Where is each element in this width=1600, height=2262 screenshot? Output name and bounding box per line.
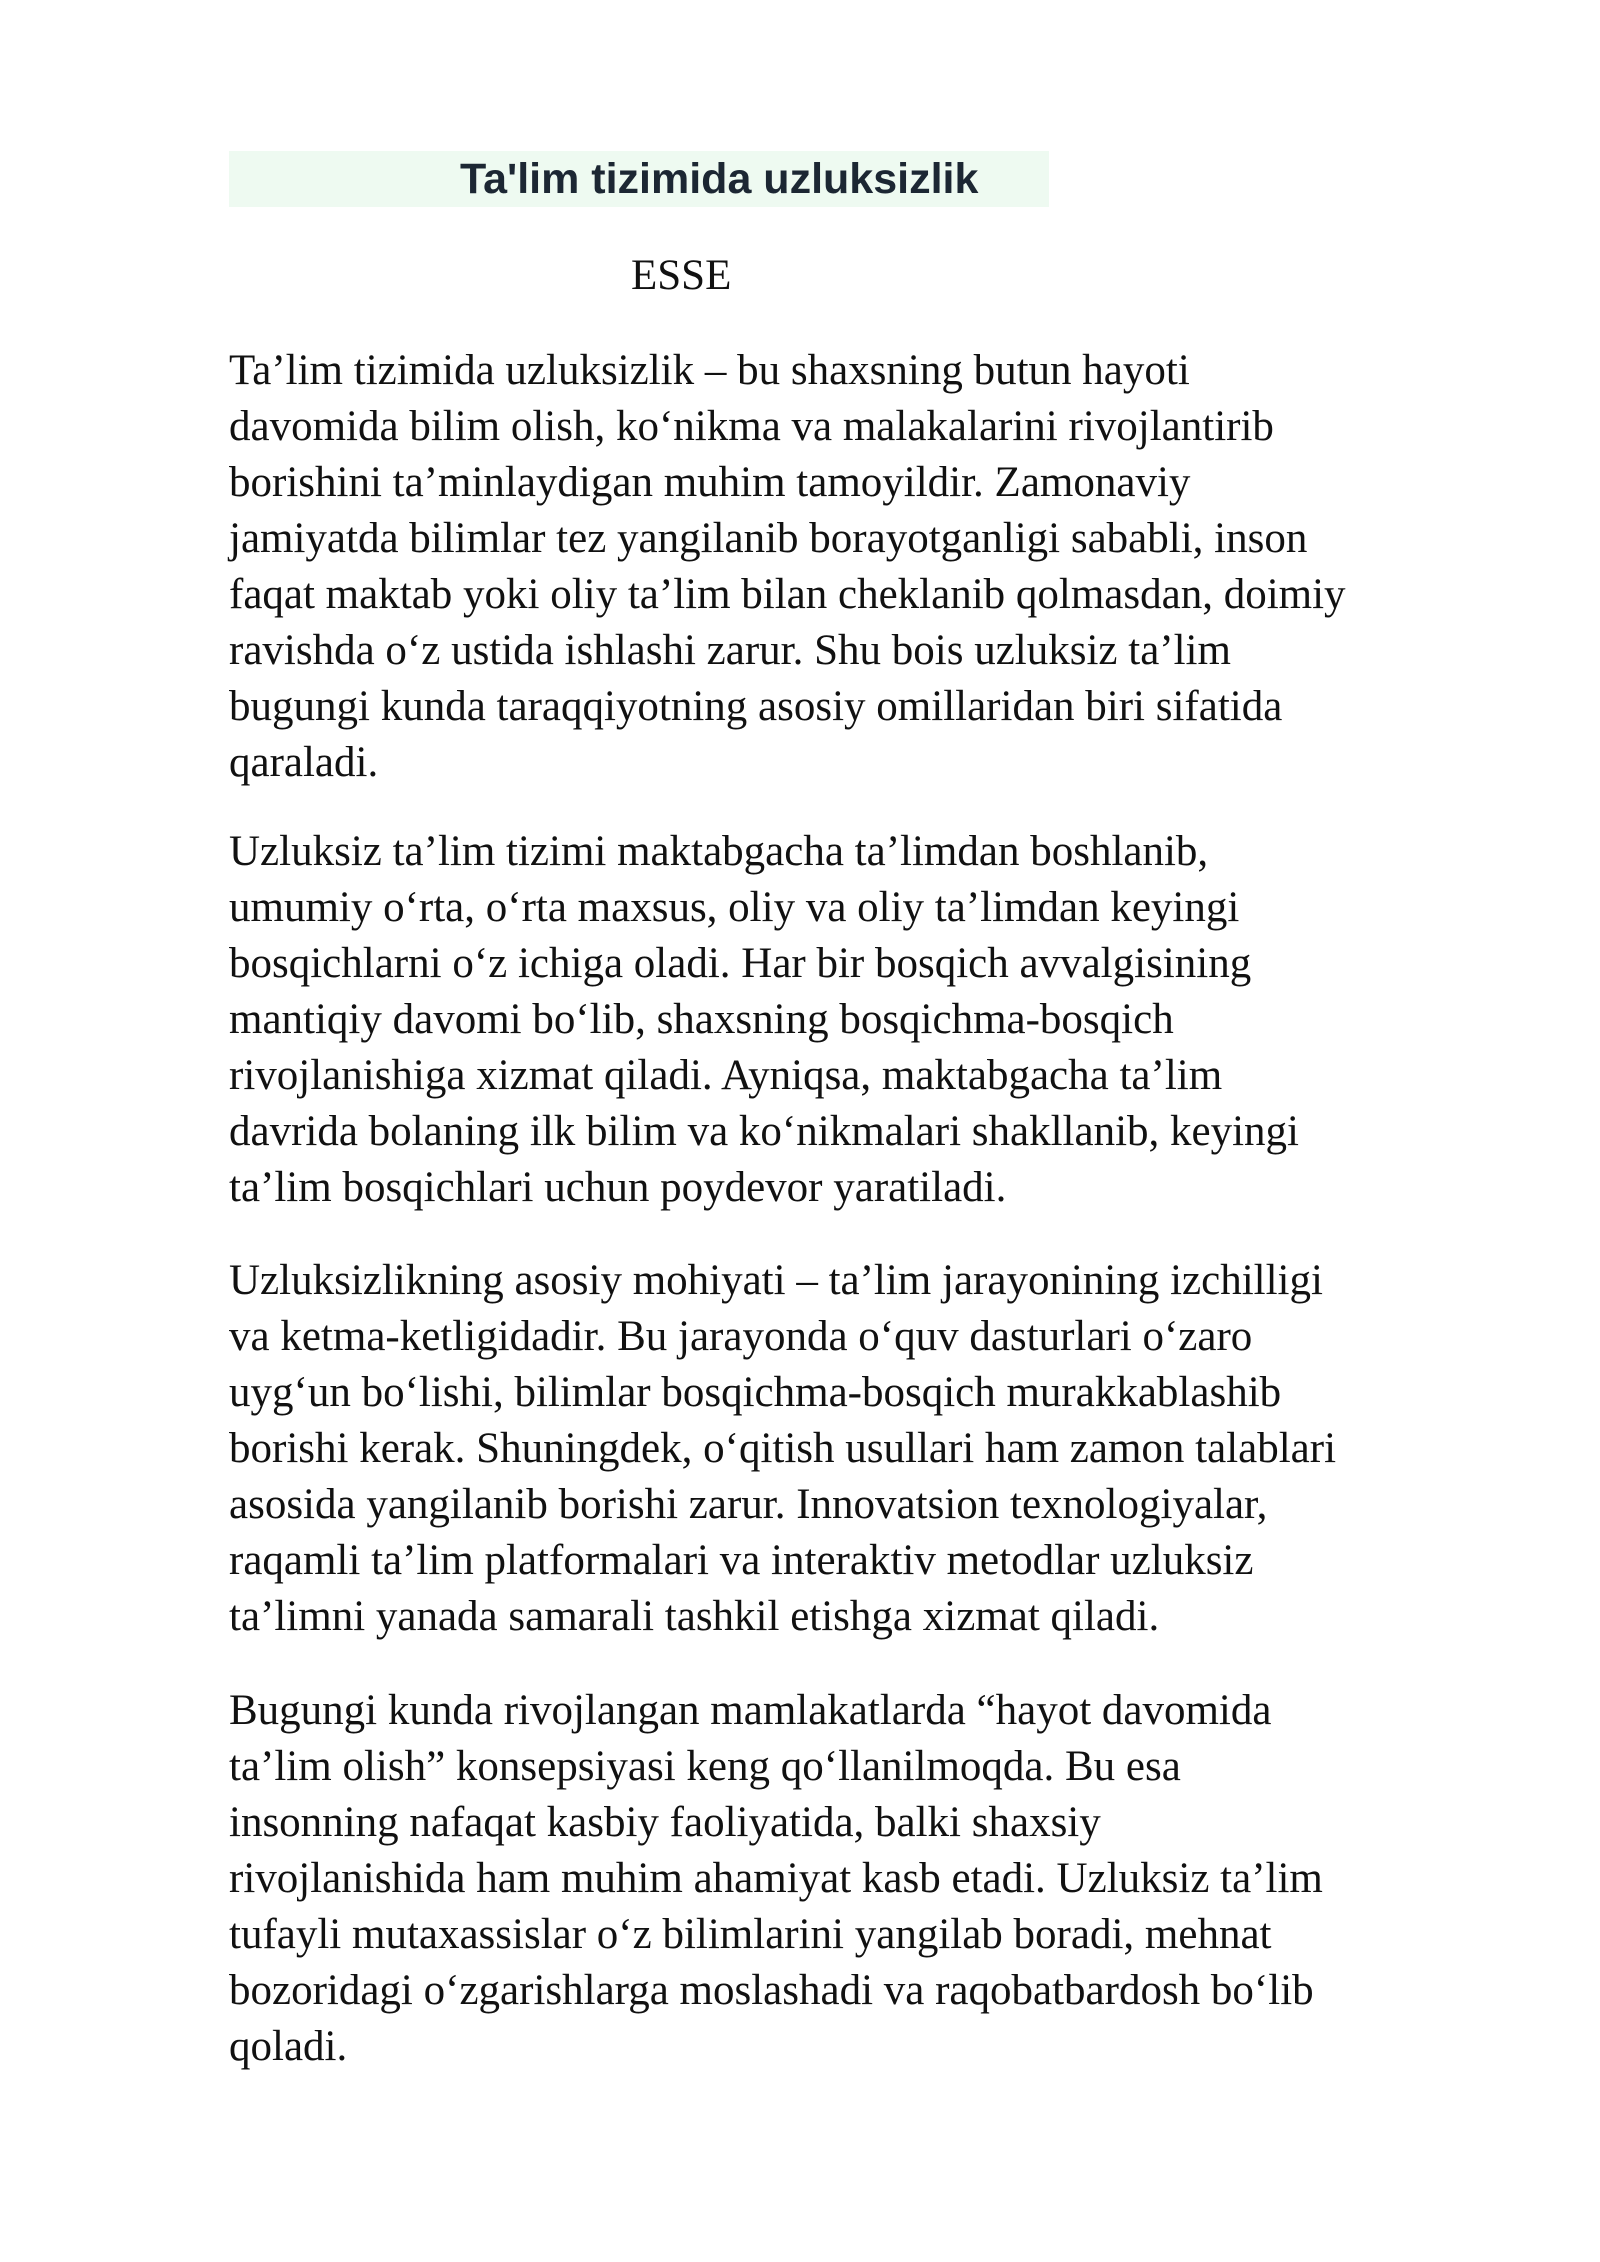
paragraph-line: umumiy o‘rta, o‘rta maxsus, oliy va oliy ta’limdan keyingi [229,884,1240,931]
paragraph-line: ta’limni yanada samarali tashkil etishga xizmat qiladi. [229,1593,1160,1640]
document-subtitle: ESSE [631,252,732,299]
paragraph-3 [229,1253,1336,1645]
paragraph-line: borishi kerak. Shuningdek, o‘qitish usullari ham zamon talablari [229,1425,1337,1472]
paragraph-2 [229,824,1299,1216]
paragraph-line: bozoridagi o‘zgarishlarga moslashadi va raqobatbardosh bo‘lib [229,1967,1314,2014]
paragraph-line: Bugungi kunda rivojlangan mamlakatlarda “hayot davomida [229,1687,1272,1734]
paragraph-line: ta’lim olish” konsepsiyasi keng qo‘llanilmoqda. Bu esa [229,1743,1181,1790]
paragraph-line: Uzluksizlikning asosiy mohiyati – ta’lim jarayonining izchilligi [229,1257,1323,1304]
paragraph-line: ta’lim bosqichlari uchun poydevor yaratiladi. [229,1164,1007,1211]
paragraph-line: uyg‘un bo‘lishi, bilimlar bosqichma-bosqich murakkablashib [229,1369,1282,1416]
paragraph-line: ravishda o‘z ustida ishlashi zarur. Shu bois uzluksiz ta’lim [229,627,1231,674]
paragraph-line: insonning nafaqat kasbiy faoliyatida, balki shaxsiy [229,1799,1101,1846]
paragraph-4 [229,1683,1323,2075]
paragraph-line: rivojlanishida ham muhim ahamiyat kasb etadi. Uzluksiz ta’lim [229,1855,1323,1902]
paragraph-line: tufayli mutaxassislar o‘z bilimlarini yangilab boradi, mehnat [229,1911,1272,1958]
paragraph-1 [229,343,1346,791]
paragraph-line: Uzluksiz ta’lim tizimi maktabgacha ta’limdan boshlanib, [229,828,1209,875]
paragraph-line: davomida bilim olish, ko‘nikma va malakalarini rivojlantirib [229,403,1274,450]
paragraph-line: qaraladi. [229,739,379,786]
paragraph-line: rivojlanishiga xizmat qiladi. Ayniqsa, maktabgacha ta’lim [229,1052,1223,1099]
paragraph-line: va ketma-ketligidadir. Bu jarayonda o‘quv dasturlari o‘zaro [229,1313,1253,1360]
paragraph-line: raqamli ta’lim platformalari va interaktiv metodlar uzluksiz [229,1537,1254,1584]
paragraph-line: mantiqiy davomi bo‘lib, shaxsning bosqichma-bosqich [229,996,1174,1043]
paragraph-line: borishini ta’minlaydigan muhim tamoyildir. Zamonaviy [229,459,1191,506]
paragraph-line: qoladi. [229,2023,348,2070]
paragraph-line: bugungi kunda taraqqiyotning asosiy omillaridan biri sifatida [229,683,1283,730]
paragraph-line: Ta’lim tizimida uzluksizlik – bu shaxsning butun hayoti [229,347,1190,394]
document-title: Ta'lim tizimida uzluksizlik [460,155,979,203]
paragraph-line: davrida bolaning ilk bilim va ko‘nikmalari shakllanib, keyingi [229,1108,1300,1155]
paragraph-line: jamiyatda bilimlar tez yangilanib borayotganligi sababli, inson [229,515,1308,562]
paragraph-line: bosqichlarni o‘z ichiga oladi. Har bir bosqich avvalgisining [229,940,1252,987]
paragraph-line: faqat maktab yoki oliy ta’lim bilan cheklanib qolmasdan, doimiy [229,571,1346,618]
paragraph-line: asosida yangilanib borishi zarur. Innovatsion texnologiyalar, [229,1481,1268,1528]
